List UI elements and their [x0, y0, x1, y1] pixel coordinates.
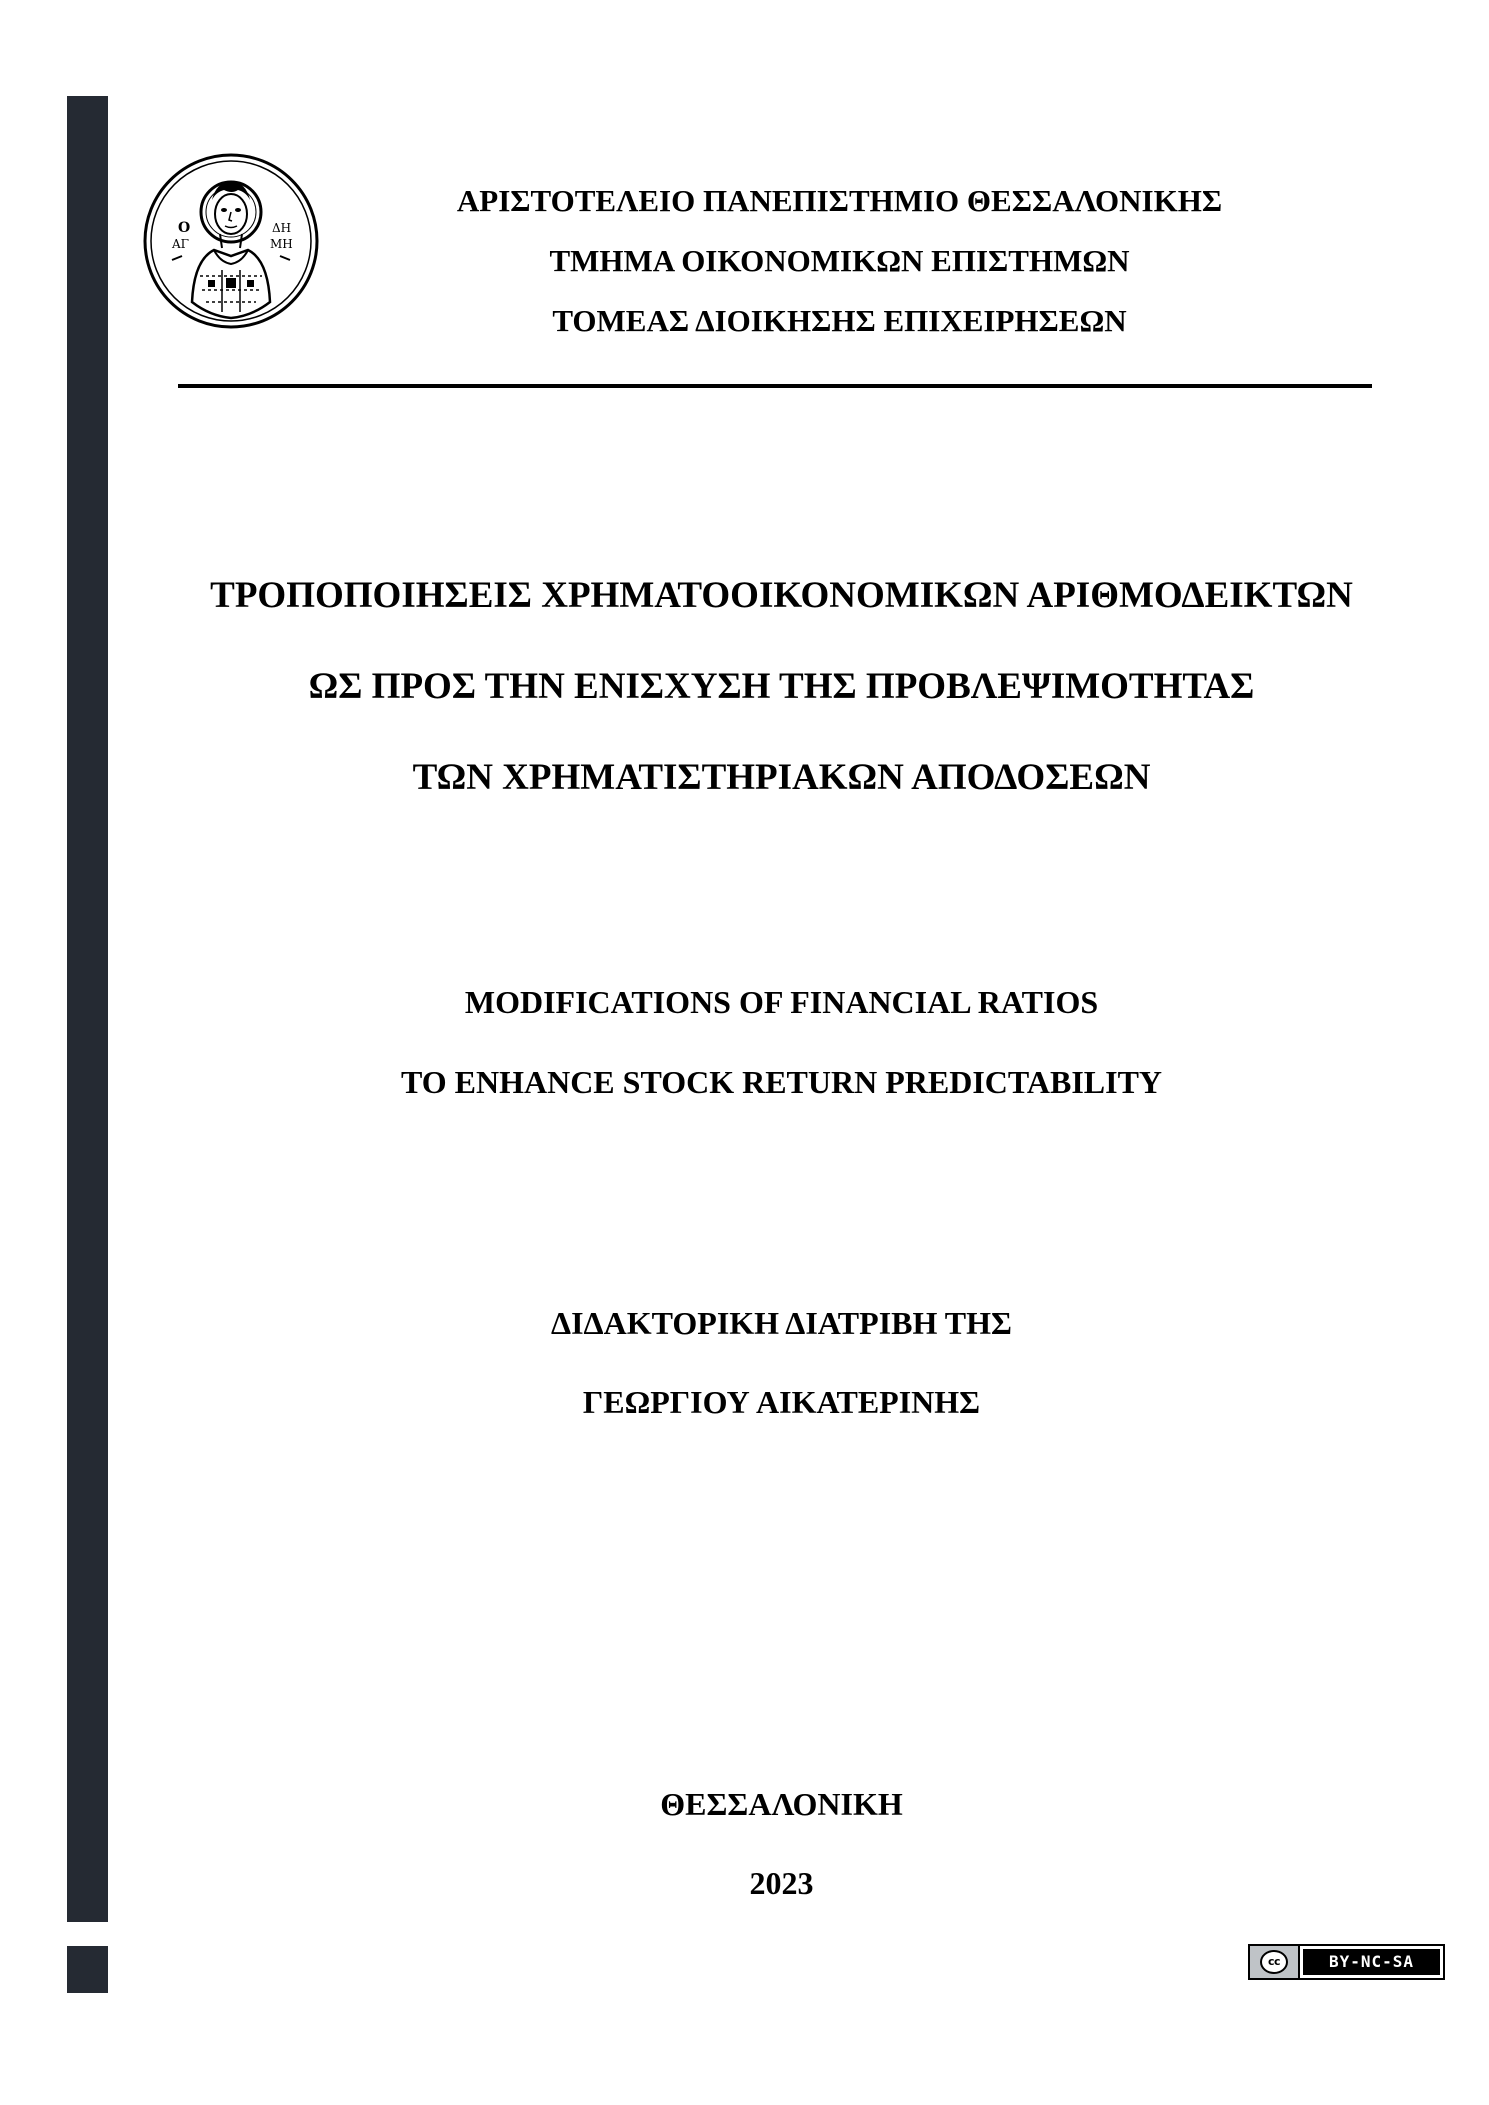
city: ΘΕΣΣΑΛΟΝΙΚΗ	[660, 1786, 903, 1822]
svg-text:O: O	[178, 220, 191, 236]
university-name: ΑΡΙΣΤΟΤΕΛΕΙΟ ΠΑΝΕΠΙΣΤΗΜΙΟ ΘΕΣΣΑΛΟΝΙΚΗΣ	[456, 183, 1223, 218]
year: 2023	[749, 1865, 814, 1901]
english-title-line-1: MODIFICATIONS OF FINANCIAL RATIOS	[464, 984, 1099, 1020]
side-bar-block	[67, 1946, 108, 1993]
author-name: ΓΕΩΡΓΙΟΥ ΑΙΚΑΤΕΡΙΝΗΣ	[582, 1384, 981, 1420]
english-title-line-2: TO ENHANCE STOCK RETURN PREDICTABILITY	[400, 1064, 1163, 1100]
svg-text:ΔΗ: ΔΗ	[272, 221, 292, 235]
greek-title-line-3: ΤΩΝ ΧΡΗΜΑΤΙΣΤΗΡΙΑΚΩΝ ΑΠΟΔΟΣΕΩΝ	[412, 757, 1151, 798]
side-bar	[67, 96, 108, 1922]
division-name: ΤΟΜΕΑΣ ΔΙΟΙΚΗΣΗΣ ΕΠΙΧΕΙΡΗΣΕΩΝ	[552, 303, 1127, 338]
thesis-label: ΔΙΔΑΚΤΟΡΙΚΗ ΔΙΑΤΡΙΒΗ ΤΗΣ	[551, 1305, 1012, 1341]
cc-mark: cc	[1260, 1950, 1288, 1974]
svg-text:ΑΓ: ΑΓ	[172, 237, 189, 251]
svg-text:ΜΗ: ΜΗ	[270, 237, 293, 251]
creative-commons-icon	[1250, 1946, 1300, 1978]
department-name: ΤΜΗΜΑ ΟΙΚΟΝΟΜΙΚΩΝ ΕΠΙΣΤΗΜΩΝ	[549, 243, 1130, 278]
header-divider	[178, 384, 1372, 388]
greek-title-line-1: ΤΡΟΠΟΠΟΙΗΣΕΙΣ ΧΡΗΜΑΤΟΟΙΚΟΝΟΜΙΚΩΝ ΑΡΙΘΜΟΔΕΙΚΤΩΝ	[210, 575, 1353, 616]
greek-title-line-2: ΩΣ ΠΡΟΣ ΤΗΝ ΕΝΙΣΧΥΣΗ ΤΗΣ ΠΡΟΒΛΕΨΙΜΟΤΗΤΑΣ	[308, 666, 1255, 707]
creative-commons-badge[interactable]	[1248, 1944, 1445, 1980]
license-label: BY-NC-SA	[1303, 1949, 1440, 1975]
